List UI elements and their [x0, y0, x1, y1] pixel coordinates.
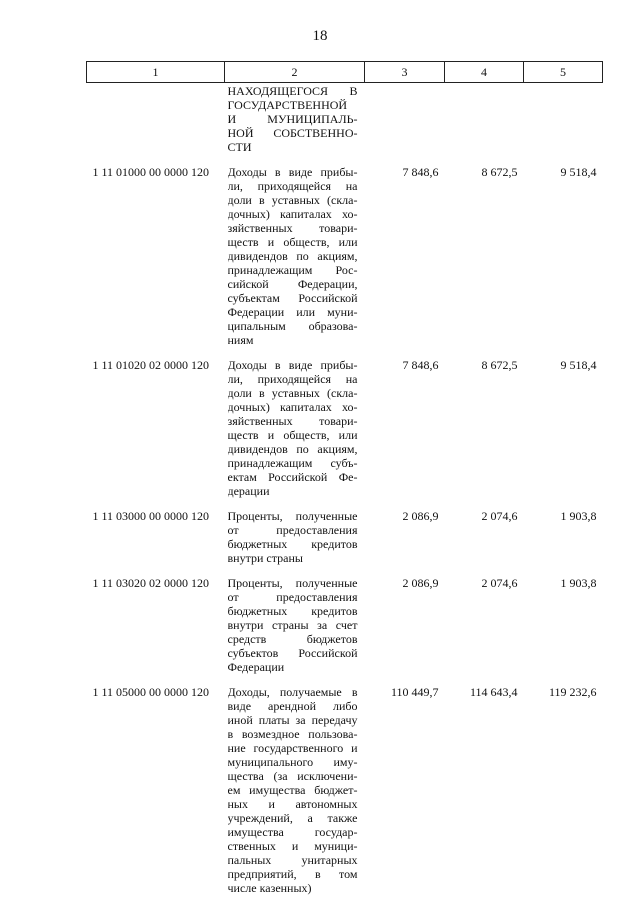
revenue-description [225, 353, 365, 504]
description-line: субъектам Российской [227, 291, 358, 305]
header-col-5: 5 [524, 62, 603, 83]
description-line: Доходы, получаемые в [227, 685, 358, 699]
amount-col3 [365, 83, 445, 161]
amount-col4: 114 643,4 [469, 685, 518, 699]
revenue-code: 1 11 03020 02 0000 120 [92, 576, 210, 590]
description-line: бюджетных кредитов [227, 537, 358, 551]
revenue-code: 1 11 01020 02 0000 120 [92, 358, 210, 372]
amount-col3: 7 848,6 [402, 358, 439, 372]
revenue-code: 1 11 03000 00 0000 120 [92, 509, 210, 523]
description-line: Проценты, полученные [227, 509, 358, 523]
amount-col4: 8 672,5 [481, 165, 518, 179]
description-line: Доходы в виде прибы- [227, 358, 358, 372]
description-line: ектам Российской Фе- [227, 470, 358, 484]
revenue-code: 1 11 01000 00 0000 120 [92, 165, 210, 179]
description-line: принадлежащим Рос- [227, 263, 358, 277]
description-line: щества (за исключени- [227, 769, 358, 783]
description-line: дерации [227, 484, 270, 498]
description-line: ли, приходящейся на [227, 179, 358, 193]
description-line: ние государственного и [227, 741, 358, 755]
page-number: 18 [312, 28, 328, 44]
revenue-description [225, 504, 365, 571]
description-line: НОЙ СОБСТВЕННО- [227, 126, 358, 140]
description-line: ществ и обществ, или [227, 235, 358, 249]
amount-col3: 7 848,6 [402, 165, 439, 179]
description-line: дивидендов по акциям, [227, 442, 358, 456]
table-row [87, 353, 603, 504]
description-line: средств бюджетов [227, 632, 358, 646]
description-line: доли в уставных (скла- [227, 386, 358, 400]
description-line: субъектов Российской [227, 646, 358, 660]
table-row [87, 83, 603, 161]
description-line: предприятий, в том [227, 867, 358, 881]
description-line: внутри страны за счет [227, 618, 358, 632]
description-line: И МУНИЦИПАЛЬ- [227, 112, 358, 126]
budget-revenue-table [86, 61, 603, 901]
description-line: дочных) капиталах хо- [227, 400, 358, 414]
header-col-1: 1 [87, 62, 225, 83]
description-line: Федерации или муни- [227, 305, 358, 319]
description-line: числе казенных) [227, 881, 312, 895]
amount-col5: 119 232,6 [548, 685, 597, 699]
description-line: доли в уставных (скла- [227, 193, 358, 207]
description-line: виде арендной либо [227, 699, 358, 713]
amount-col3: 110 449,7 [390, 685, 439, 699]
description-line: учреждений, а также [227, 811, 358, 825]
table-row [87, 160, 603, 353]
amount-col4: 8 672,5 [481, 358, 518, 372]
description-line: пальных унитарных [227, 853, 358, 867]
header-col-2: 2 [225, 62, 365, 83]
description-line: принадлежащим субъ- [227, 456, 358, 470]
description-line: дочных) капиталах хо- [227, 207, 358, 221]
description-line: ГОСУДАРСТВЕННОЙ [227, 98, 348, 112]
amount-col5: 1 903,8 [560, 509, 597, 523]
description-line: иной платы за передачу [227, 713, 358, 727]
description-line: ществ и обществ, или [227, 428, 358, 442]
revenue-description [225, 571, 365, 680]
description-line: Доходы в виде прибы- [227, 165, 358, 179]
amount-col4 [445, 83, 524, 161]
description-line: ли, приходящейся на [227, 372, 358, 386]
amount-col3: 2 086,9 [402, 576, 439, 590]
table-body [87, 83, 603, 902]
amount-col5: 9 518,4 [560, 165, 597, 179]
revenue-description [225, 83, 365, 161]
description-line: ственных и муници- [227, 839, 358, 853]
header-col-3: 3 [365, 62, 445, 83]
description-line: муниципального иму- [227, 755, 358, 769]
revenue-description [225, 680, 365, 901]
revenue-description [225, 160, 365, 353]
amount-col5: 1 903,8 [560, 576, 597, 590]
table-header-row [87, 62, 603, 83]
description-line: ем имущества бюджет- [227, 783, 358, 797]
amount-col5 [524, 83, 603, 161]
description-line: имущества государ- [227, 825, 358, 839]
table-row [87, 680, 603, 901]
amount-col4: 2 074,6 [481, 576, 518, 590]
description-line: зяйственных товари- [227, 414, 358, 428]
description-line: от предоставления [227, 590, 358, 604]
description-line: СТИ [227, 140, 252, 154]
description-line: бюджетных кредитов [227, 604, 358, 618]
description-line: от предоставления [227, 523, 358, 537]
description-line: ципальным образова- [227, 319, 358, 333]
table-row [87, 571, 603, 680]
description-line: Проценты, полученные [227, 576, 358, 590]
description-line: НАХОДЯЩЕГОСЯ В [227, 84, 358, 98]
description-line: ниям [227, 333, 254, 347]
revenue-code [87, 83, 225, 161]
amount-col5: 9 518,4 [560, 358, 597, 372]
description-line: Федерации [227, 660, 285, 674]
description-line: в возмездное пользова- [227, 727, 358, 741]
header-col-4: 4 [445, 62, 524, 83]
amount-col3: 2 086,9 [402, 509, 439, 523]
description-line: ных и автономных [227, 797, 358, 811]
table-row [87, 504, 603, 571]
description-line: сийской Федерации, [227, 277, 358, 291]
revenue-code: 1 11 05000 00 0000 120 [92, 685, 210, 699]
description-line: зяйственных товари- [227, 221, 358, 235]
description-line: внутри страны [227, 551, 303, 565]
amount-col4: 2 074,6 [481, 509, 518, 523]
description-line: дивидендов по акциям, [227, 249, 358, 263]
